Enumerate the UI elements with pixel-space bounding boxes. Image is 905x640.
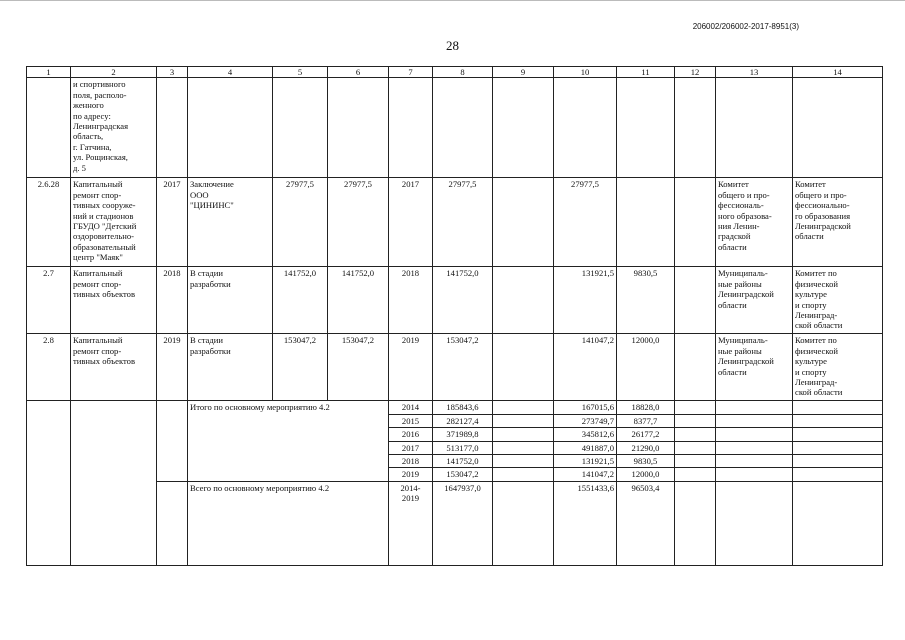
value-cell: 131921,5 [554, 267, 617, 334]
year-cell: 2018 [389, 455, 433, 468]
total-label: Всего по основному мероприятию 4.2 [188, 481, 389, 565]
object-description: Капитальный ремонт спор- тивных сооруже- ний и стадионов ГБУДО "Детский оздоровительно- образовательный центр "Маяк" [71, 178, 157, 267]
value-cell: 18828,0 [617, 401, 675, 414]
value-cell: 345812,6 [554, 428, 617, 441]
value-cell: 27977,5 [328, 178, 389, 267]
col-header: 5 [273, 67, 328, 78]
value-cell: 153047,2 [433, 334, 493, 401]
year-cell: 2016 [389, 428, 433, 441]
col-header: 7 [389, 67, 433, 78]
year-cell: 2019 [389, 468, 433, 481]
top-edge-line [0, 0, 905, 1]
year-cell: 2018 [389, 267, 433, 334]
page-number: 28 [446, 38, 459, 53]
col-header: 6 [328, 67, 389, 78]
value-cell: 167015,6 [554, 401, 617, 414]
value-cell [493, 178, 554, 267]
row-number: 2.6.28 [27, 178, 71, 267]
value-cell: 185843,6 [433, 401, 493, 414]
value-cell: 153047,2 [433, 468, 493, 481]
col-header: 4 [188, 67, 273, 78]
year-cell: 2014- 2019 [389, 481, 433, 565]
value-cell: 96503,4 [617, 481, 675, 565]
value-cell: 9830,5 [617, 267, 675, 334]
value-cell: 131921,5 [554, 455, 617, 468]
value-cell: 141752,0 [433, 267, 493, 334]
responsible-committee: Комитет по физической культуре и спорту Ленинград- ской области [793, 267, 883, 334]
value-cell: 12000,0 [617, 468, 675, 481]
responsible-party: Муниципаль- ные районы Ленинградской области [716, 267, 793, 334]
col-header: 3 [157, 67, 188, 78]
col-header: 2 [71, 67, 157, 78]
year-cell: 2017 [389, 441, 433, 454]
col-header: 1 [27, 67, 71, 78]
value-cell [617, 178, 675, 267]
value-cell: 273749,7 [554, 414, 617, 427]
value-cell: 12000,0 [617, 334, 675, 401]
responsible-committee: Комитет общего и про- фессионально- го образования Ленинградской области [793, 178, 883, 267]
responsible-party: Комитет общего и про- фессиональ- ного образова- ния Ленин- градской области [716, 178, 793, 267]
object-description: Капитальный ремонт спор- тивных объектов [71, 334, 157, 401]
value-cell: 141047,2 [554, 334, 617, 401]
year-cell: 2018 [157, 267, 188, 334]
column-number-row [27, 67, 883, 78]
col-header: 10 [554, 67, 617, 78]
value-cell [675, 267, 716, 334]
col-header: 14 [793, 67, 883, 78]
document-id: 206002/206002-2017-8951(3) [692, 22, 799, 31]
year-cell: 2019 [389, 334, 433, 401]
value-cell: 141752,0 [273, 267, 328, 334]
value-cell: 153047,2 [273, 334, 328, 401]
value-cell: 371989,8 [433, 428, 493, 441]
object-description: и спортивного поля, располо- женного по адресу: Ленинградская область, г. Гатчина, ул. Рощинская, д. 5 [71, 78, 157, 178]
value-cell: 513177,0 [433, 441, 493, 454]
year-cell: 2017 [389, 178, 433, 267]
project-status: В стадии разработки [188, 334, 273, 401]
object-description: Капитальный ремонт спор- тивных объектов [71, 267, 157, 334]
value-cell: 21290,0 [617, 441, 675, 454]
value-cell: 9830,5 [617, 455, 675, 468]
value-cell: 1647937,0 [433, 481, 493, 565]
value-cell: 141752,0 [328, 267, 389, 334]
value-cell: 153047,2 [328, 334, 389, 401]
year-cell: 2019 [157, 334, 188, 401]
year-cell: 2017 [157, 178, 188, 267]
table-row-2-8 [27, 334, 883, 401]
value-cell: 141047,2 [554, 468, 617, 481]
year-cell: 2014 [389, 401, 433, 414]
value-cell [493, 334, 554, 401]
value-cell: 27977,5 [433, 178, 493, 267]
year-cell: 2015 [389, 414, 433, 427]
value-cell: 282127,4 [433, 414, 493, 427]
row-number: 2.8 [27, 334, 71, 401]
col-header: 9 [493, 67, 554, 78]
responsible-committee: Комитет по физической культуре и спорту Ленинград- ской области [793, 334, 883, 401]
table-row-2-6-28 [27, 178, 883, 267]
col-header: 12 [675, 67, 716, 78]
value-cell [675, 178, 716, 267]
project-status: Заключение ООО "ЦИНИНС" [188, 178, 273, 267]
subtotal-row [27, 401, 883, 414]
responsible-party: Муниципаль- ные районы Ленинградской области [716, 334, 793, 401]
value-cell [493, 267, 554, 334]
col-header: 13 [716, 67, 793, 78]
row-number: 2.7 [27, 267, 71, 334]
value-cell: 491887,0 [554, 441, 617, 454]
table-row-continuation [27, 78, 883, 178]
project-status: В стадии разработки [188, 267, 273, 334]
col-header: 8 [433, 67, 493, 78]
value-cell: 26177,2 [617, 428, 675, 441]
value-cell [675, 334, 716, 401]
value-cell: 27977,5 [273, 178, 328, 267]
program-table [26, 66, 883, 566]
value-cell: 1551433,6 [554, 481, 617, 565]
col-header: 11 [617, 67, 675, 78]
value-cell: 27977,5 [554, 178, 617, 267]
subtotal-label: Итого по основному мероприятию 4.2 [188, 401, 389, 481]
value-cell: 8377,7 [617, 414, 675, 427]
table-row-2-7 [27, 267, 883, 334]
value-cell: 141752,0 [433, 455, 493, 468]
